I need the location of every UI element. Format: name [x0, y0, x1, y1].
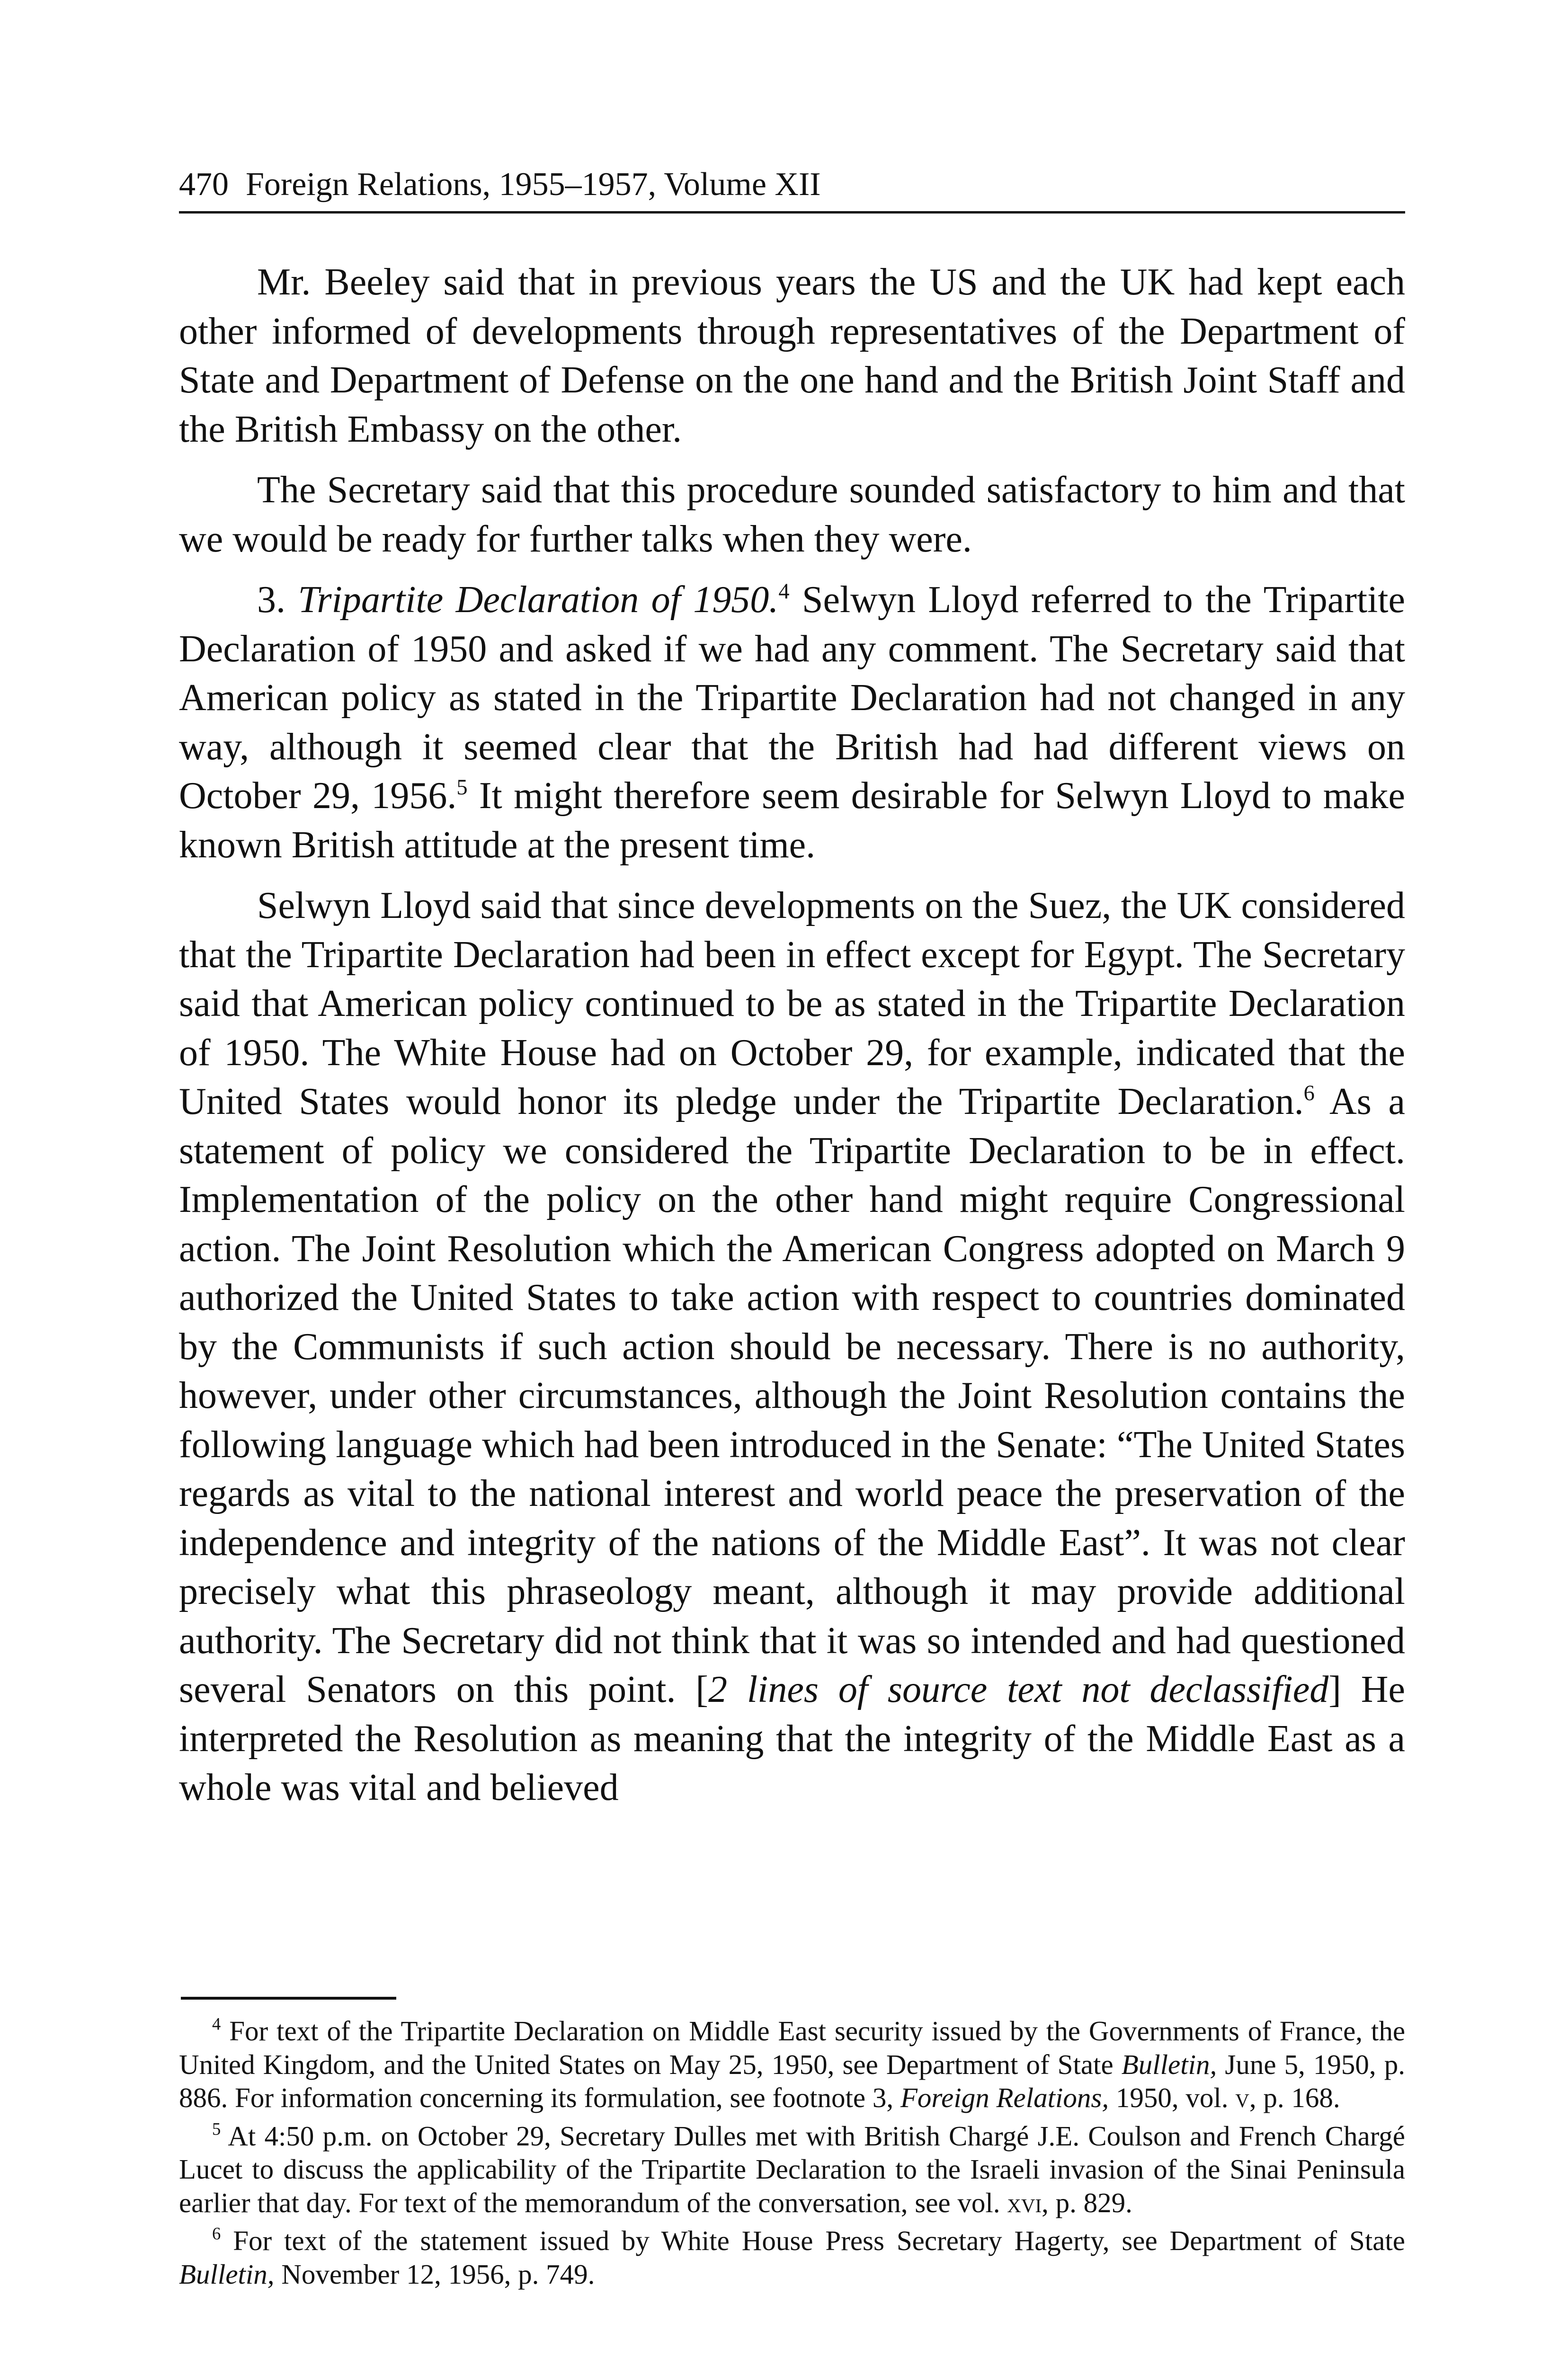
- paragraph-text: Selwyn Lloyd said that since developments on the Suez, the UK considered that the Tripartite Declaration had been in effect except for Egypt. The Secretary said that American policy continued to be as stated in the Tripartite Declaration of 1950. The White House had on October 29, for example, indicated that the United States would honor its pledge under the Tripartite Declaration.: [179, 885, 1405, 1122]
- footnote-text: June 5, 1950, p. 886. For information concerning its formulation, see footnote 3,: [179, 2048, 1406, 2113]
- volume-numeral: v: [1235, 2082, 1249, 2113]
- footnote-ref-4: 4: [778, 579, 790, 604]
- section-number: 3.: [257, 579, 285, 621]
- footnote-text: For text of the Tripartite Declaration on Middle East security issued by the Governments of France, the United Kingdom, and the United States on May 25, 1950, see Department of State: [179, 2015, 1406, 2080]
- footnote-divider: [181, 1997, 396, 2000]
- footnote-text: , p. 829.: [1042, 2187, 1132, 2218]
- running-title: Foreign Relations, 1955–1957, Volume XII: [246, 166, 821, 203]
- publication-title: Foreign Relations,: [900, 2082, 1109, 2113]
- footnote-text: , p. 168.: [1249, 2082, 1340, 2113]
- footnote-ref-6: 6: [1303, 1081, 1315, 1106]
- paragraph-text: Selwyn Lloyd referred to the Tripartite Declaration of 1950 and asked if we had any comment. The Secretary said that American policy as stated in the Tripartite Declaration had not changed in any way, although it seemed clear that the British had had different views on October 29, 1956.: [179, 579, 1406, 817]
- paragraph-lloyd-suez: [179, 881, 1405, 1813]
- paragraph-tripartite-declaration: [179, 576, 1405, 870]
- paragraph-text: As a statement of policy we considered the Tripartite Declaration to be in effect. Implementation of the policy on the other hand might require Congressional action. The Joint Resolution which the American Congress adopted on March 9 authorized the United States to take action with respect to countries dominated by the Communists if such action should be necessary. There is no authority, however, under other circumstances, although the Joint Resolution contains the following language which had been introduced in the Senate: “The United States regards as vital to the national interest and world peace the preservation of the independence and integrity of the nations of the Middle East”. It was not clear precisely what this phraseology meant, although it may provide additional authority. The Secretary did not think that it was so intended and had questioned several Senators on this point. [: [179, 1081, 1406, 1710]
- footnote-mark: 6: [212, 2224, 221, 2243]
- volume-numeral: xvi: [1007, 2187, 1042, 2218]
- paragraph-text: ] He interpreted the Resolution as meaning that the integrity of the Middle East as a whole was vital and believed: [179, 1669, 1405, 1808]
- body-text: [179, 258, 1405, 1813]
- paragraph-secretary-procedure: [179, 466, 1405, 564]
- publication-title: Bulletin,: [1121, 2048, 1217, 2080]
- publication-title: Bulletin,: [179, 2258, 275, 2290]
- footnote-mark: 5: [212, 2118, 221, 2138]
- page-number: 470: [179, 166, 229, 203]
- paragraph-beeley: [179, 258, 1405, 454]
- running-head: [179, 162, 1405, 214]
- footnote-text: 1950, vol.: [1109, 2082, 1236, 2113]
- paragraph-text: It might therefore seem desirable for Selwyn Lloyd to make known British attitude at the present time.: [179, 775, 1406, 866]
- footnote-text: For text of the statement issued by White House Press Secretary Hagerty, see Department of State: [233, 2225, 1405, 2256]
- footnote-4: [179, 2014, 1405, 2115]
- footnote-ref-5: 5: [456, 775, 468, 800]
- footnotes: [179, 2014, 1405, 2296]
- footnote-text: At 4:50 p.m. on October 29, Secretary Dulles met with British Chargé J.E. Coulson and French Chargé Lucet to discuss the applicability of the Tripartite Declaration to the Israeli invasion of the Sinai Peninsula earlier that day. For text of the memorandum of the conversation, see vol.: [179, 2120, 1405, 2218]
- footnote-5: [179, 2119, 1405, 2220]
- editorial-note: 2 lines of source text not declassified: [708, 1669, 1329, 1710]
- paragraph-text: Mr. Beeley said that in previous years the US and the UK had kept each other informed of developments through representatives of the Department of State and Department of Defense on the one hand and the British Joint Staff and the British Embassy on the other.: [179, 261, 1405, 450]
- footnote-6: [179, 2224, 1405, 2291]
- footnote-mark: 4: [212, 2014, 221, 2034]
- section-heading: Tripartite Declaration of 1950.: [298, 579, 779, 621]
- footnote-text: November 12, 1956, p. 749.: [274, 2258, 595, 2290]
- paragraph-text: The Secretary said that this procedure sounded satisfactory to him and that we would be ready for further talks when they were.: [179, 469, 1405, 560]
